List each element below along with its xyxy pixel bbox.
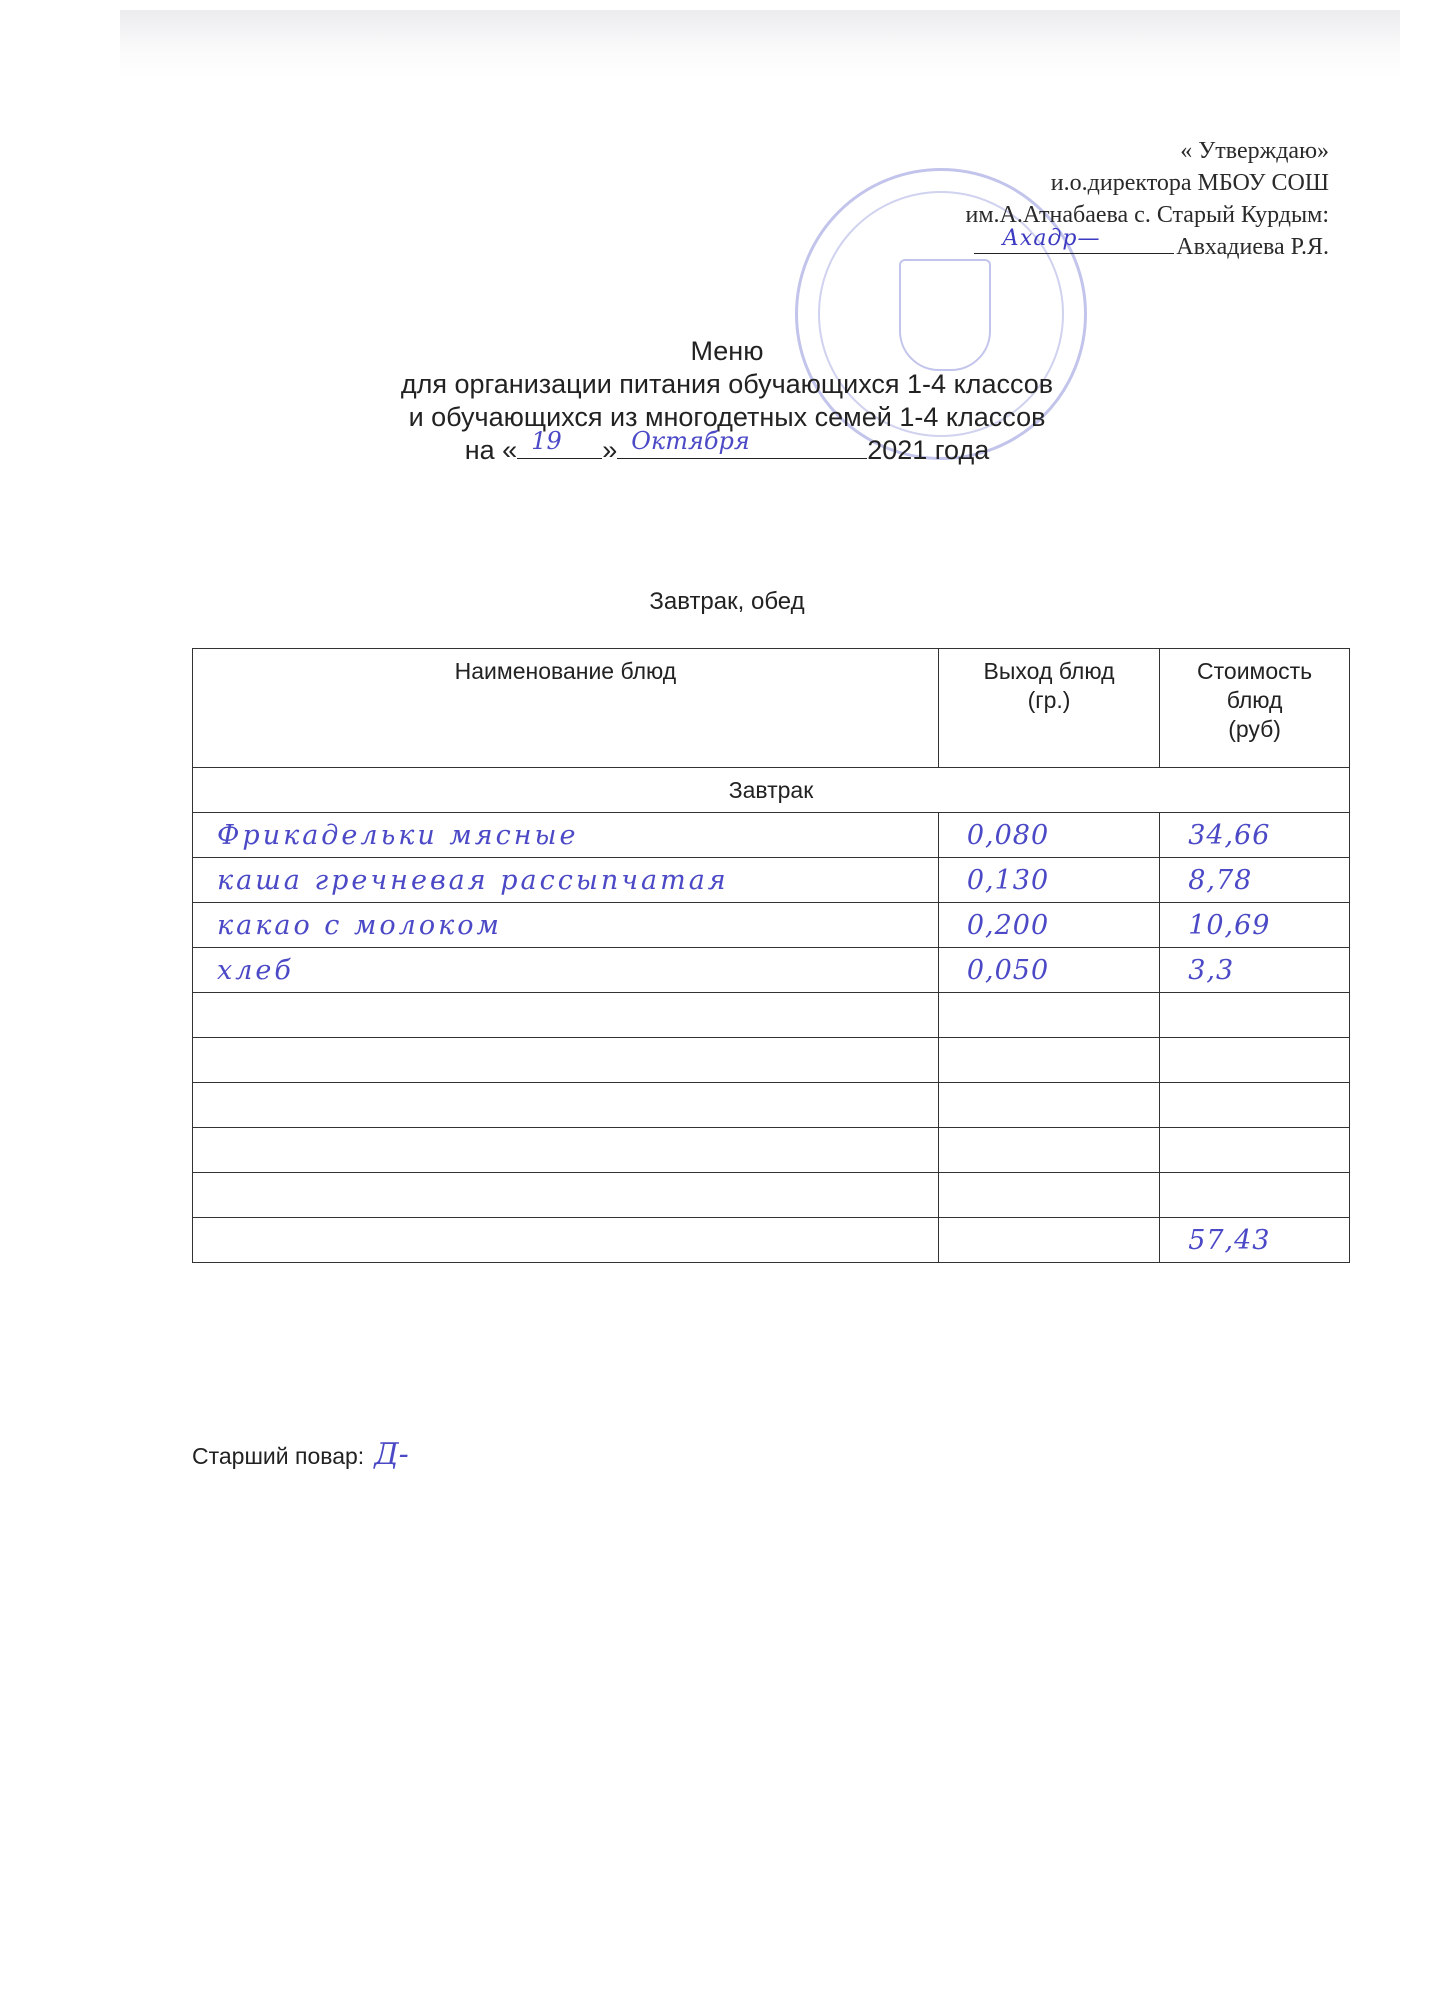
- dish-price: 34,66: [1160, 813, 1350, 858]
- signature-blank: [974, 226, 1174, 254]
- dish-price: 8,78: [1160, 858, 1350, 903]
- dish-price: [1160, 1173, 1350, 1218]
- title-date-line: [0, 427, 1454, 467]
- title-audience: и обучающихся из многодетных семей 1-4 классов: [408, 402, 1046, 432]
- director-signature: Ахадр—: [1002, 226, 1101, 251]
- header-weight: [938, 649, 1159, 768]
- dish-weight: [938, 993, 1159, 1038]
- date-day: 19: [531, 427, 562, 455]
- table-row: [193, 1128, 1350, 1173]
- header-dish-name: Наименование блюд: [193, 649, 939, 768]
- chef-signature-block: [192, 1437, 409, 1472]
- menu-table: [192, 648, 1350, 1263]
- header-price: [1160, 649, 1350, 768]
- dish-price: [1160, 1083, 1350, 1128]
- approval-heading: « Утверждаю»: [1180, 138, 1329, 164]
- dish-weight: [938, 1173, 1159, 1218]
- dish-name: [193, 1173, 939, 1218]
- table-row: [193, 1083, 1350, 1128]
- dish-weight: [938, 1218, 1159, 1263]
- dish-weight: 0,200: [938, 903, 1159, 948]
- table-row-total: [193, 1218, 1350, 1263]
- table-header-row: [193, 649, 1350, 768]
- document-title: [0, 335, 1454, 467]
- header-price-line3: (руб): [1228, 716, 1281, 742]
- table-row: [193, 858, 1350, 903]
- chef-label: Старший повар:: [192, 1443, 365, 1469]
- dish-price: 3,3: [1160, 948, 1350, 993]
- approval-position: и.о.директора МБОУ СОШ: [1050, 170, 1329, 196]
- dish-name: [193, 1083, 939, 1128]
- dish-name: какао с молоком: [193, 903, 939, 948]
- approval-signature-line: [966, 226, 1330, 263]
- dish-name: [193, 1038, 939, 1083]
- dish-name: [193, 1218, 939, 1263]
- table-row: [193, 1173, 1350, 1218]
- header-price-line1: Стоимость: [1197, 658, 1313, 684]
- dish-weight: [938, 1083, 1159, 1128]
- dish-price: 10,69: [1160, 903, 1350, 948]
- table-row: [193, 1038, 1350, 1083]
- table-row: [193, 903, 1350, 948]
- section-breakfast: Завтрак: [193, 768, 1350, 813]
- approval-school: им.А.Атнабаева с. Старый Курдым:: [965, 202, 1329, 228]
- table-row: [193, 813, 1350, 858]
- dish-weight: 0,130: [938, 858, 1159, 903]
- dish-weight: [938, 1128, 1159, 1173]
- scan-shadow-band: [120, 10, 1400, 80]
- dish-price: [1160, 993, 1350, 1038]
- meal-caption: Завтрак, обед: [649, 588, 805, 615]
- date-month-blank: [617, 427, 867, 459]
- director-name: Авхадиева Р.Я.: [1176, 234, 1329, 260]
- dish-weight: 0,080: [938, 813, 1159, 858]
- dish-weight: 0,050: [938, 948, 1159, 993]
- total-price: 57,43: [1160, 1218, 1350, 1263]
- title-menu: Меню: [690, 336, 764, 366]
- dish-name: Фрикадельки мясные: [193, 813, 939, 858]
- section-row: [193, 768, 1350, 813]
- dish-price: [1160, 1038, 1350, 1083]
- dish-name: хлеб: [193, 948, 939, 993]
- title-purpose: для организации питания обучающихся 1-4 классов: [400, 369, 1054, 399]
- table-row: [193, 993, 1350, 1038]
- date-day-blank: [517, 427, 602, 459]
- date-month: Октября: [631, 427, 750, 455]
- dish-price: [1160, 1128, 1350, 1173]
- table-row: [193, 948, 1350, 993]
- dish-name: [193, 1128, 939, 1173]
- date-year: 2021 года: [867, 435, 990, 465]
- date-quote-close: »: [602, 435, 618, 465]
- dish-name: [193, 993, 939, 1038]
- dish-weight: [938, 1038, 1159, 1083]
- approval-block: [966, 135, 1330, 263]
- header-weight-line1: Выход блюд: [983, 658, 1115, 684]
- header-price-line2: блюд: [1226, 687, 1283, 713]
- date-prefix: на «: [464, 435, 518, 465]
- chef-signature: Д-: [374, 1437, 409, 1472]
- header-weight-line2: (гр.): [1027, 687, 1071, 713]
- dish-name: каша гречневая рассыпчатая: [193, 858, 939, 903]
